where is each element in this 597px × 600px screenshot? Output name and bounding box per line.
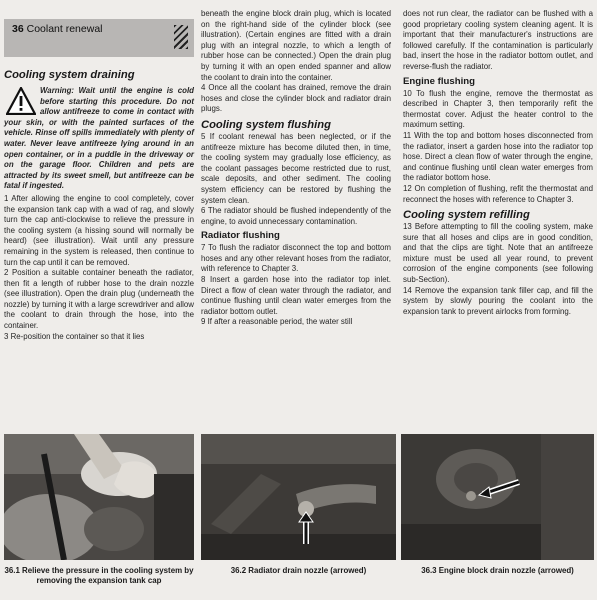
- photo-radiator-drain-nozzle: [201, 434, 396, 560]
- column-1: [4, 69, 194, 342]
- subheading-engine-flushing: Engine flushing: [403, 75, 475, 87]
- spanner-rating-icon: [174, 25, 188, 49]
- caption-36-2: 36.2 Radiator drain nozzle (arrowed): [230, 566, 367, 575]
- paragraph-14: 14 Remove the expansion tank filler cap, and fill the system by slowly pouring the coolant into the expansion tank to prevent airlocks from forming.: [403, 285, 593, 316]
- paragraph-9-cont: does not run clear, the radiator can be flushed with a good proprietary cooling system cleaning agent. It is important that their manufacturer's instructions are followed carefully. If the contamination is particularly bad, insert the hose in the radiator bottom outlet, and reverse-flush the radiator.: [403, 9, 593, 71]
- paragraph-2: 2 Position a suitable container beneath the radiator, then fit a length of rubber hose to the drain nozzle (see illustration). Open the drain plug (underneath the nozzle) by turning it with a large screwdriver and allow the coolant to drain through the hose, into the container.: [4, 268, 194, 331]
- paragraph-10: 10 To flush the engine, remove the thermostat as described in Chapter 3, then temporarily refit the thermostat cover. Adjust the heater control to the maximum setting.: [403, 88, 593, 130]
- warning-text: Warning: Wait until the engine is cold before starting this procedure. Do not allow antifreeze to come in contact with your skin, or with the painted surfaces of the vehicle. Rinse off spills immediately with plenty of water. Never leave antifreeze lying around in an open container, or in a puddle in the driveway or on the garage floor. Children and pets are attracted by its sweet smell, but antifreeze can be fatal if ingested.: [4, 86, 194, 191]
- caption-36-1: 36.1 Relieve the pressure in the cooling system by removing the expansion tank cap: [4, 566, 194, 585]
- paragraph-13: 13 Before attempting to fill the cooling system, make sure that all hoses and clips are in good condition, and that the clips are tight. Note that an antifreeze mixture must be used all year round, to prevent corrosion of the engine components (see following sub-Section).: [403, 222, 593, 285]
- paragraph-8: 8 Insert a garden hose into the radiator top inlet. Direct a flow of clean water through the radiator, and continue flushing until clean water emerges from the radiator bottom outlet.: [201, 275, 391, 316]
- paragraph-1: 1 After allowing the engine to cool completely, cover the expansion tank cap with a wad of rag, and slowly turn the cap anti-clockwise to relieve the pressure in the cooling system (a hissing sound will normally be heard) (see illustration). Wait until any pressure remaining in the system is released, then continue to turn the cap until it can be removed.: [4, 193, 194, 267]
- photo-expansion-tank-cap: [4, 434, 194, 560]
- paragraph-12: 12 On completion of flushing, refit the thermostat and reconnect the hoses with reference to Chapter 3.: [403, 183, 593, 204]
- paragraph-9: 9 If after a reasonable period, the water still: [201, 317, 353, 327]
- paragraph-11: 11 With the top and bottom hoses disconnected from the radiator, insert a garden hose into the radiator top hose. Direct a clean flow of water through the engine, and continue flushing until clean water emerges from the radiator bottom hose.: [403, 130, 593, 183]
- paragraph-7: 7 To flush the radiator disconnect the top and bottom hoses and any other relevant hoses from the radiator, with reference to Chapter 3.: [201, 243, 391, 274]
- caption-36-3: 36.3 Engine block drain nozzle (arrowed): [421, 566, 574, 575]
- column-2: [201, 9, 391, 328]
- chapter-header: [4, 19, 194, 57]
- paragraph-3-cont: beneath the engine block drain plug, which is located on the right-hand side of the cylinder block (see illustration). (Certain engines are fitted with a drain plug with an integral nozzle, to which a length of rubber hose can be connected.) Open the drain plug by turning it with an open ended spanner and allow the coolant to drain into the container.: [201, 9, 391, 82]
- section-heading-refilling: Cooling system refilling: [403, 209, 530, 222]
- section-heading-draining: Cooling system draining: [4, 69, 135, 81]
- paragraph-3: 3 Re-position the container so that it lies: [4, 331, 145, 341]
- section-heading-flushing: Cooling system flushing: [201, 118, 331, 131]
- column-3: [403, 9, 593, 317]
- paragraph-4: 4 Once all the coolant has drained, remove the drain hoses and close the cylinder block and radiator drain plugs.: [201, 83, 391, 114]
- page-number: 36: [12, 23, 24, 35]
- photo-engine-block-drain-nozzle: [401, 434, 594, 560]
- warning-triangle-icon: [6, 87, 36, 115]
- chapter-title: Coolant renewal: [26, 23, 103, 35]
- page-header-title: [12, 23, 103, 35]
- subheading-radiator-flushing: Radiator flushing: [201, 230, 280, 242]
- paragraph-5: 5 If coolant renewal has been neglected, or if the antifreeze mixture has become diluted then, in time, the cooling system may gradually lose efficiency, as the coolant passages become restricted due to rust, scale deposits, and other sediment. The cooling system efficiency can be restored by flushing the system clean.: [201, 131, 391, 205]
- paragraph-6: 6 The radiator should be flushed independently of the engine, to avoid unnecessary contamination.: [201, 206, 391, 226]
- warning-block: [4, 86, 194, 192]
